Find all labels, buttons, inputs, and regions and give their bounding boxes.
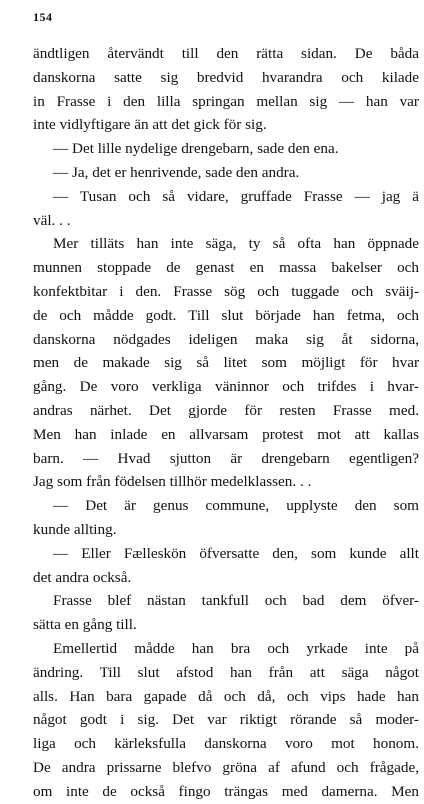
text-line: — Det är genus commune, upplyste den som <box>53 497 419 515</box>
text-line: andras närhet. Det gjorde för resten Frasse med. <box>33 401 419 419</box>
text-line: sätta en gång till. <box>33 616 137 634</box>
text-line: in Frasse i den lilla springan mellan sig — han var <box>33 92 419 110</box>
text-line: liga och kärleksfulla danskorna voro mot honom. <box>33 735 419 753</box>
text-line: ändtligen återvändt till den rätta sidan. De båda <box>33 45 419 62</box>
text-line: om inte de också fingo trängas med damerna. Men <box>33 782 419 800</box>
page-number: 154 <box>33 10 53 24</box>
text-line: alls. Han bara gapade då och då, och vips hade han <box>33 687 419 705</box>
text-line: inte vidlyftigare än att det gick för sig. <box>33 116 267 134</box>
text-line: — Ja, det er henrivende, sade den andra. <box>53 163 300 181</box>
text-line: men de makade sig så litet som möjligt för hvar <box>33 354 419 372</box>
text-line: Jag som från födelsen tillhör medelklassen. . . <box>33 473 312 491</box>
text-line: Mer tilläts han inte säga, ty så ofta han öppnade <box>53 235 419 253</box>
text-line: de och mådde godt. Till slut började han fetma, och <box>33 306 419 324</box>
text-line: ändring. Till slut afstod han från att säga något <box>33 663 419 681</box>
text-line: danskorna nödgades ideligen maka sig åt sidorna, <box>33 330 419 348</box>
text-line: konfektbitar i den. Frasse sög och tuggade och sväij- <box>33 282 419 300</box>
text-line: danskorna satte sig bredvid hvarandra och kilade <box>33 68 419 86</box>
text-line: — Eller Fælleskön öfversatte den, som kunde allt <box>53 544 419 562</box>
text-line: — Tusan och så vidare, gruffade Frasse — jag ä <box>53 187 419 205</box>
text-line: kunde allting. <box>33 520 117 538</box>
text-line: Men han inlade en allvarsam protest mot att kallas <box>33 425 419 443</box>
text-line: barn. — Hvad sjutton är drengebarn egentligen? <box>33 449 419 467</box>
text-line: munnen stoppade de genast en massa bakelser och <box>33 259 419 277</box>
text-line: det andra också. <box>33 568 132 586</box>
body-text <box>33 42 419 804</box>
text-line: De andra prissarne blefvo gröna af afund och frågade, <box>33 758 419 776</box>
text-line: Emellertid mådde han bra och yrkade inte på <box>53 639 419 657</box>
text-line: — Det lille nydelige drengebarn, sade den ena. <box>53 140 339 158</box>
text-line: Frasse blef nästan tankfull och bad dem öfver- <box>53 592 419 610</box>
text-line: gång. De voro verkliga väninnor och trifdes i hvar- <box>33 378 419 396</box>
text-line: något godt i sig. Det var riktigt rörande så moder- <box>33 711 419 729</box>
text-line: väl. . . <box>33 211 71 229</box>
